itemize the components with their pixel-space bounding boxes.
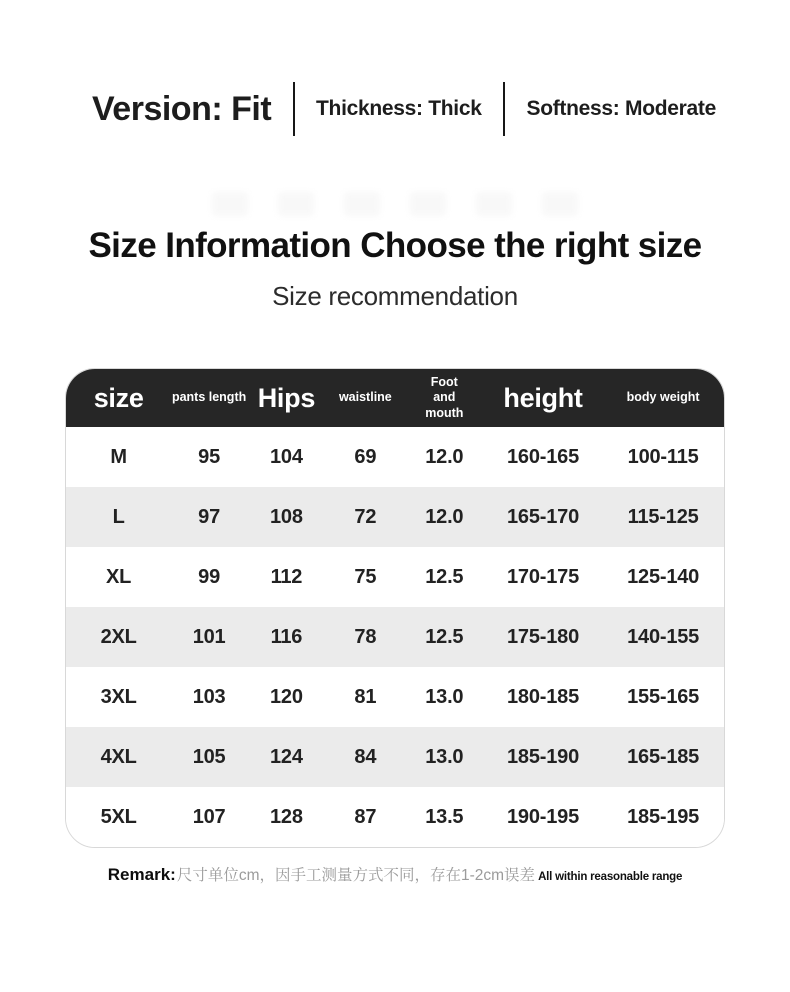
value-cell: 87 bbox=[354, 805, 377, 828]
value-cell: 104 bbox=[270, 445, 303, 468]
value-cell: 12.0 bbox=[425, 445, 464, 468]
column-header-waistline: waistline bbox=[338, 390, 392, 405]
column-header-pants-length: pants length bbox=[171, 390, 247, 405]
value-cell: 99 bbox=[198, 565, 221, 588]
value-cell: 12.5 bbox=[425, 625, 464, 648]
value-cell: 116 bbox=[270, 625, 303, 648]
version-label: Version: Fit bbox=[92, 89, 272, 128]
value-cell: 107 bbox=[192, 805, 226, 828]
value-cell: 108 bbox=[270, 505, 303, 528]
column-header-body-weight: body weight bbox=[626, 390, 700, 405]
column-header-height: height bbox=[503, 382, 583, 413]
size-table-body bbox=[66, 427, 724, 847]
page-subtitle: Size recommendation bbox=[272, 281, 518, 311]
column-header-size: size bbox=[93, 382, 144, 413]
table-row-3xl bbox=[66, 667, 724, 727]
softness-label: Softness: Moderate bbox=[526, 97, 716, 120]
value-cell: 69 bbox=[354, 445, 377, 468]
size-cell: XL bbox=[106, 565, 132, 588]
remark-line bbox=[0, 863, 790, 885]
value-cell: 128 bbox=[270, 805, 303, 828]
column-header-hips: Hips bbox=[257, 382, 316, 413]
value-cell: 72 bbox=[354, 505, 377, 528]
value-cell: 175-180 bbox=[507, 625, 579, 648]
value-cell: 78 bbox=[354, 625, 377, 648]
value-cell: 155-165 bbox=[627, 685, 700, 708]
title-block bbox=[0, 226, 790, 312]
value-cell: 120 bbox=[270, 685, 303, 708]
size-cell: M bbox=[110, 445, 127, 468]
size-table bbox=[65, 368, 725, 848]
value-cell: 112 bbox=[270, 565, 303, 588]
table-row-5xl bbox=[66, 787, 724, 847]
column-header-foot-and-mouth: Foot and mouth bbox=[425, 374, 464, 420]
value-cell: 160-165 bbox=[507, 445, 579, 468]
value-cell: 84 bbox=[354, 745, 377, 768]
size-table-header-row bbox=[66, 369, 724, 427]
value-cell: 180-185 bbox=[507, 685, 579, 708]
value-cell: 124 bbox=[270, 745, 303, 768]
value-cell: 13.0 bbox=[425, 685, 464, 708]
table-row-4xl bbox=[66, 727, 724, 787]
size-cell: 3XL bbox=[100, 685, 137, 708]
value-cell: 13.5 bbox=[425, 805, 464, 828]
value-cell: 170-175 bbox=[507, 565, 579, 588]
value-cell: 125-140 bbox=[627, 565, 700, 588]
value-cell: 165-185 bbox=[627, 745, 700, 768]
value-cell: 105 bbox=[192, 745, 226, 768]
value-cell: 95 bbox=[198, 445, 221, 468]
thickness-label: Thickness: Thick bbox=[316, 97, 482, 120]
faded-watermark bbox=[0, 192, 790, 218]
value-cell: 101 bbox=[192, 625, 226, 648]
divider bbox=[503, 82, 505, 136]
table-row-2xl bbox=[66, 607, 724, 667]
value-cell: 140-155 bbox=[627, 625, 700, 648]
divider bbox=[293, 82, 295, 136]
size-cell: 4XL bbox=[100, 745, 137, 768]
value-cell: 75 bbox=[354, 565, 377, 588]
table-row-m bbox=[66, 427, 724, 487]
value-cell: 81 bbox=[354, 685, 377, 708]
value-cell: 97 bbox=[198, 505, 221, 528]
value-cell: 165-170 bbox=[507, 505, 579, 528]
value-cell: 13.0 bbox=[425, 745, 464, 768]
value-cell: 100-115 bbox=[627, 445, 699, 468]
value-cell: 103 bbox=[192, 685, 226, 708]
table-row-l bbox=[66, 487, 724, 547]
remark-label: Remark: bbox=[107, 865, 176, 884]
value-cell: 12.5 bbox=[425, 565, 464, 588]
value-cell: 115-125 bbox=[627, 505, 699, 528]
size-cell: L bbox=[112, 505, 125, 528]
table-row-xl bbox=[66, 547, 724, 607]
remark-note-cn: 尺寸单位cm，因手工测量方式不同，存在1-2cm误差 bbox=[176, 867, 536, 884]
page-title: Size Information Choose the right size bbox=[88, 226, 702, 265]
size-cell: 2XL bbox=[100, 625, 137, 648]
size-cell: 5XL bbox=[100, 805, 137, 828]
remark-note-en: All within reasonable range bbox=[538, 871, 683, 883]
value-cell: 185-190 bbox=[507, 745, 579, 768]
value-cell: 12.0 bbox=[425, 505, 464, 528]
value-cell: 185-195 bbox=[627, 805, 700, 828]
value-cell: 190-195 bbox=[507, 805, 579, 828]
attribute-bar bbox=[92, 82, 716, 136]
